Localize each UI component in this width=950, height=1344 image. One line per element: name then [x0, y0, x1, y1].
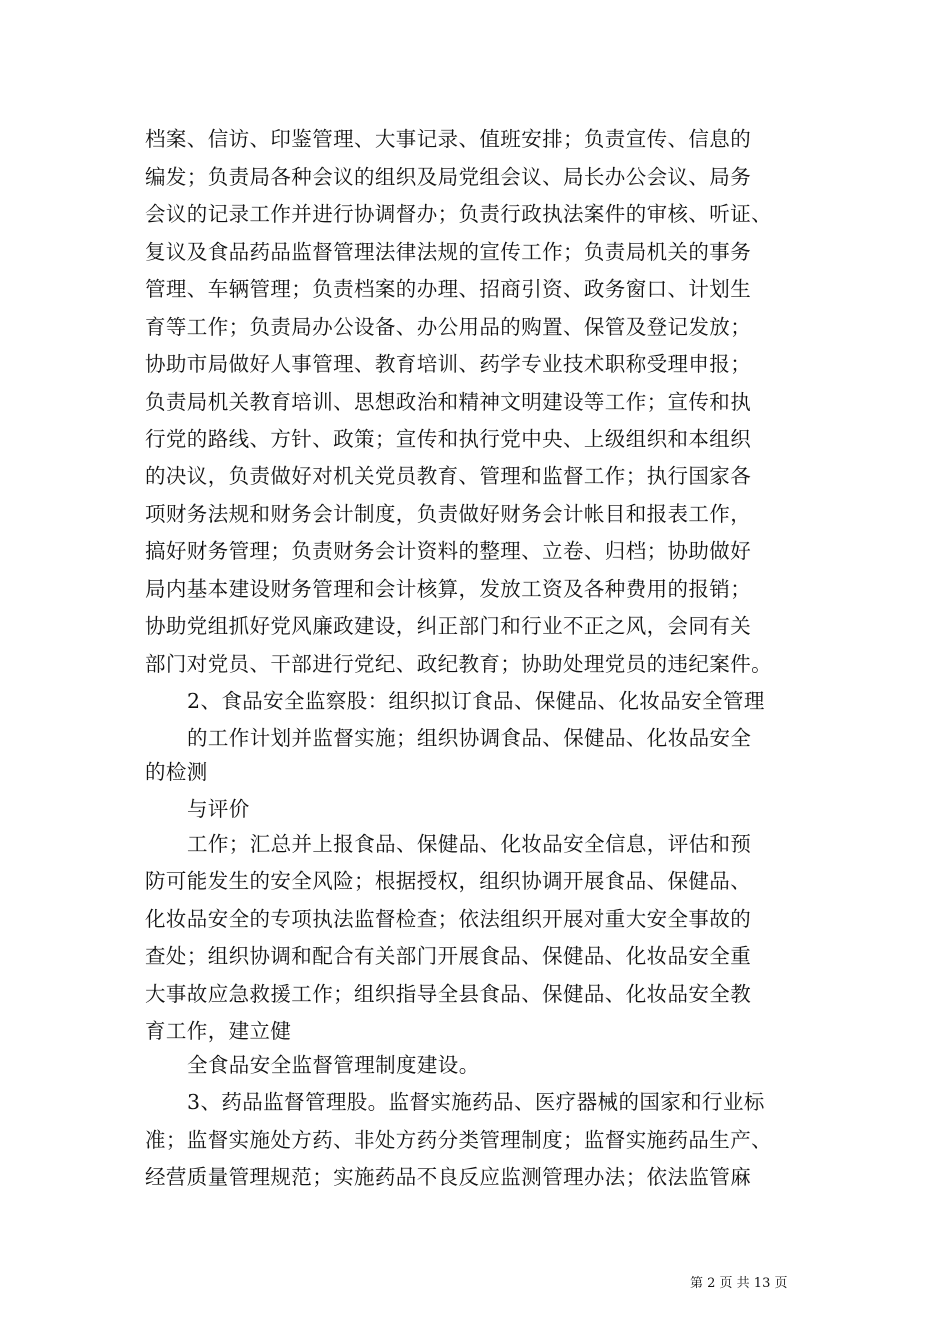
text-line: 复议及食品药品监督管理法律法规的宣传工作；负责局机关的事务 [145, 240, 752, 264]
text-line: 防可能发生的安全风险；根据授权，组织协调开展食品、保健品、 [145, 869, 752, 893]
text-line: 编发；负责局各种会议的组织及局党组会议、局长办公会议、局务 [145, 165, 752, 189]
text-line: 行党的路线、方针、政策；宣传和执行党中央、上级组织和本组织 [145, 427, 752, 451]
text-line: 负责局机关教育培训、思想政治和精神文明建设等工作；宣传和执 [145, 390, 752, 414]
text-line: 查处；组织协调和配合有关部门开展食品、保健品、化妆品安全重 [145, 944, 752, 968]
text-line: 局内基本建设财务管理和会计核算，发放工资及各种费用的报销； [145, 577, 752, 601]
text-line: 全食品安全监督管理制度建设。 [187, 1053, 480, 1077]
text-line: 协助市局做好人事管理、教育培训、药学专业技术职称受理申报； [145, 352, 752, 376]
text-line: 会议的记录工作并进行协调督办；负责行政执法案件的审核、听证、 [145, 202, 772, 226]
page-number: 第 2 页 共 13 页 [690, 1276, 788, 1291]
text-line: 的决议，负责做好对机关党员教育、管理和监督工作；执行国家各 [145, 464, 752, 488]
text-line: 的检测 [145, 760, 208, 784]
text-line: 育等工作；负责局办公设备、办公用品的购置、保管及登记发放； [145, 315, 752, 339]
section-heading-drug-supervision: 3、药品监督管理股。监督实施药品、医疗器械的国家和行业标 [187, 1090, 765, 1114]
text-line: 大事故应急救援工作；组织指导全县食品、保健品、化妆品安全教 [145, 982, 752, 1006]
text-line: 的工作计划并监督实施；组织协调食品、保健品、化妆品安全 [187, 726, 752, 750]
text-line: 搞好财务管理；负责财务会计资料的整理、立卷、归档；协助做好 [145, 539, 752, 563]
text-line: 经营质量管理规范；实施药品不良反应监测管理办法；依法监管麻 [145, 1165, 752, 1189]
text-line: 与评价 [187, 797, 250, 821]
text-line: 育工作，建立健 [145, 1019, 292, 1043]
text-line: 化妆品安全的专项执法监督检查；依法组织开展对重大安全事故的 [145, 907, 752, 931]
text-line: 工作；汇总并上报食品、保健品、化妆品安全信息，评估和预 [187, 832, 752, 856]
text-line: 部门对党员、干部进行党纪、政纪教育；协助处理党员的违纪案件。 [145, 652, 772, 676]
section-heading-food-safety: 2、食品安全监察股：组织拟订食品、保健品、化妆品安全管理 [187, 689, 765, 713]
text-line: 档案、信访、印鉴管理、大事记录、值班安排；负责宣传、信息的 [145, 127, 752, 151]
text-line: 协助党组抓好党风廉政建设，纠正部门和行业不正之风，会同有关 [145, 614, 752, 638]
text-line: 项财务法规和财务会计制度，负责做好财务会计帐目和报表工作， [145, 502, 752, 526]
text-line: 准；监督实施处方药、非处方药分类管理制度；监督实施药品生产、 [145, 1128, 772, 1152]
text-line: 管理、车辆管理；负责档案的办理、招商引资、政务窗口、计划生 [145, 277, 752, 301]
